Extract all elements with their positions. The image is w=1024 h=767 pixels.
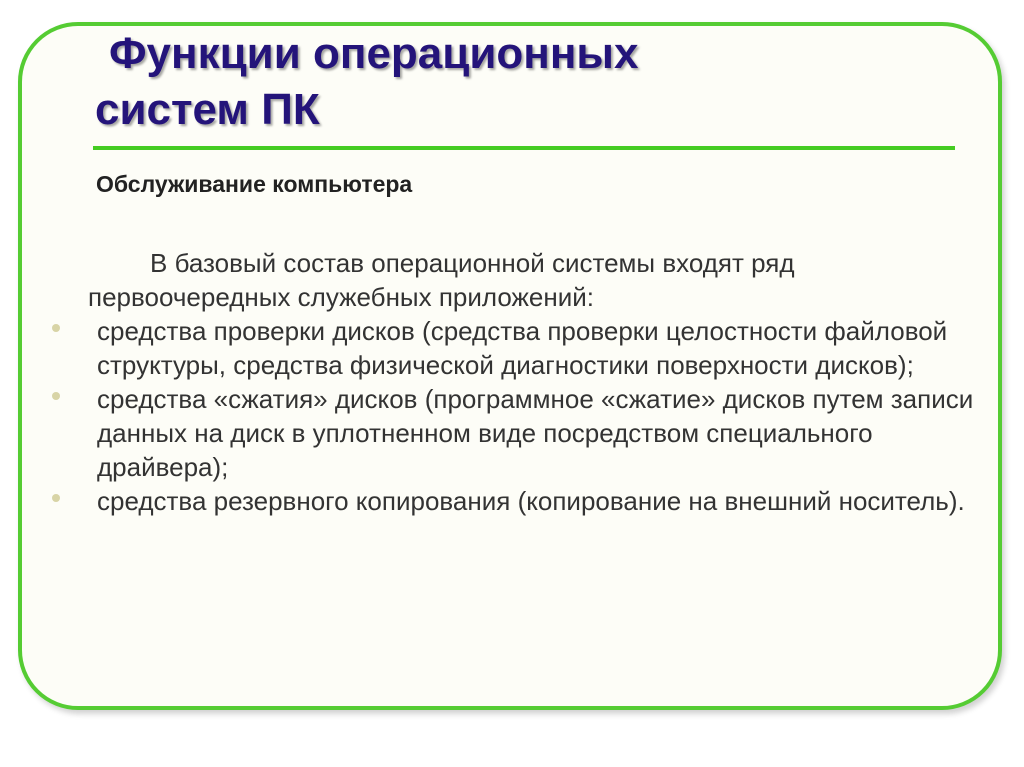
slide-title-line1: Функции операционных [109,29,639,78]
slide-title-line2: систем ПК [95,85,320,134]
intro-paragraph: В базовый состав операционной системы входят ряд первоочередных служебных приложений: [88,248,795,312]
list-item [88,484,988,518]
bullet-list [0,314,1024,518]
bullet-dot-icon [52,392,60,400]
title-divider [93,146,955,150]
slide-title [95,26,855,138]
list-item-text: средства резервного копирования (копирование на внешний носитель). [97,486,965,516]
list-item-text: средства «сжатия» дисков (программное «сжатие» дисков путем записи данных на диск в уплотненном виде посредством специального драйвера); [97,384,974,482]
bullet-dot-icon [52,324,60,332]
bullet-dot-icon [52,494,60,502]
list-item-text: средства проверки дисков (средства проверки целостности файловой структуры, средства физической диагностики поверхности дисков); [97,316,948,380]
list-item [88,314,988,382]
slide-body [0,246,1024,518]
list-item [88,382,988,484]
slide-subtitle: Обслуживание компьютера [96,171,413,197]
